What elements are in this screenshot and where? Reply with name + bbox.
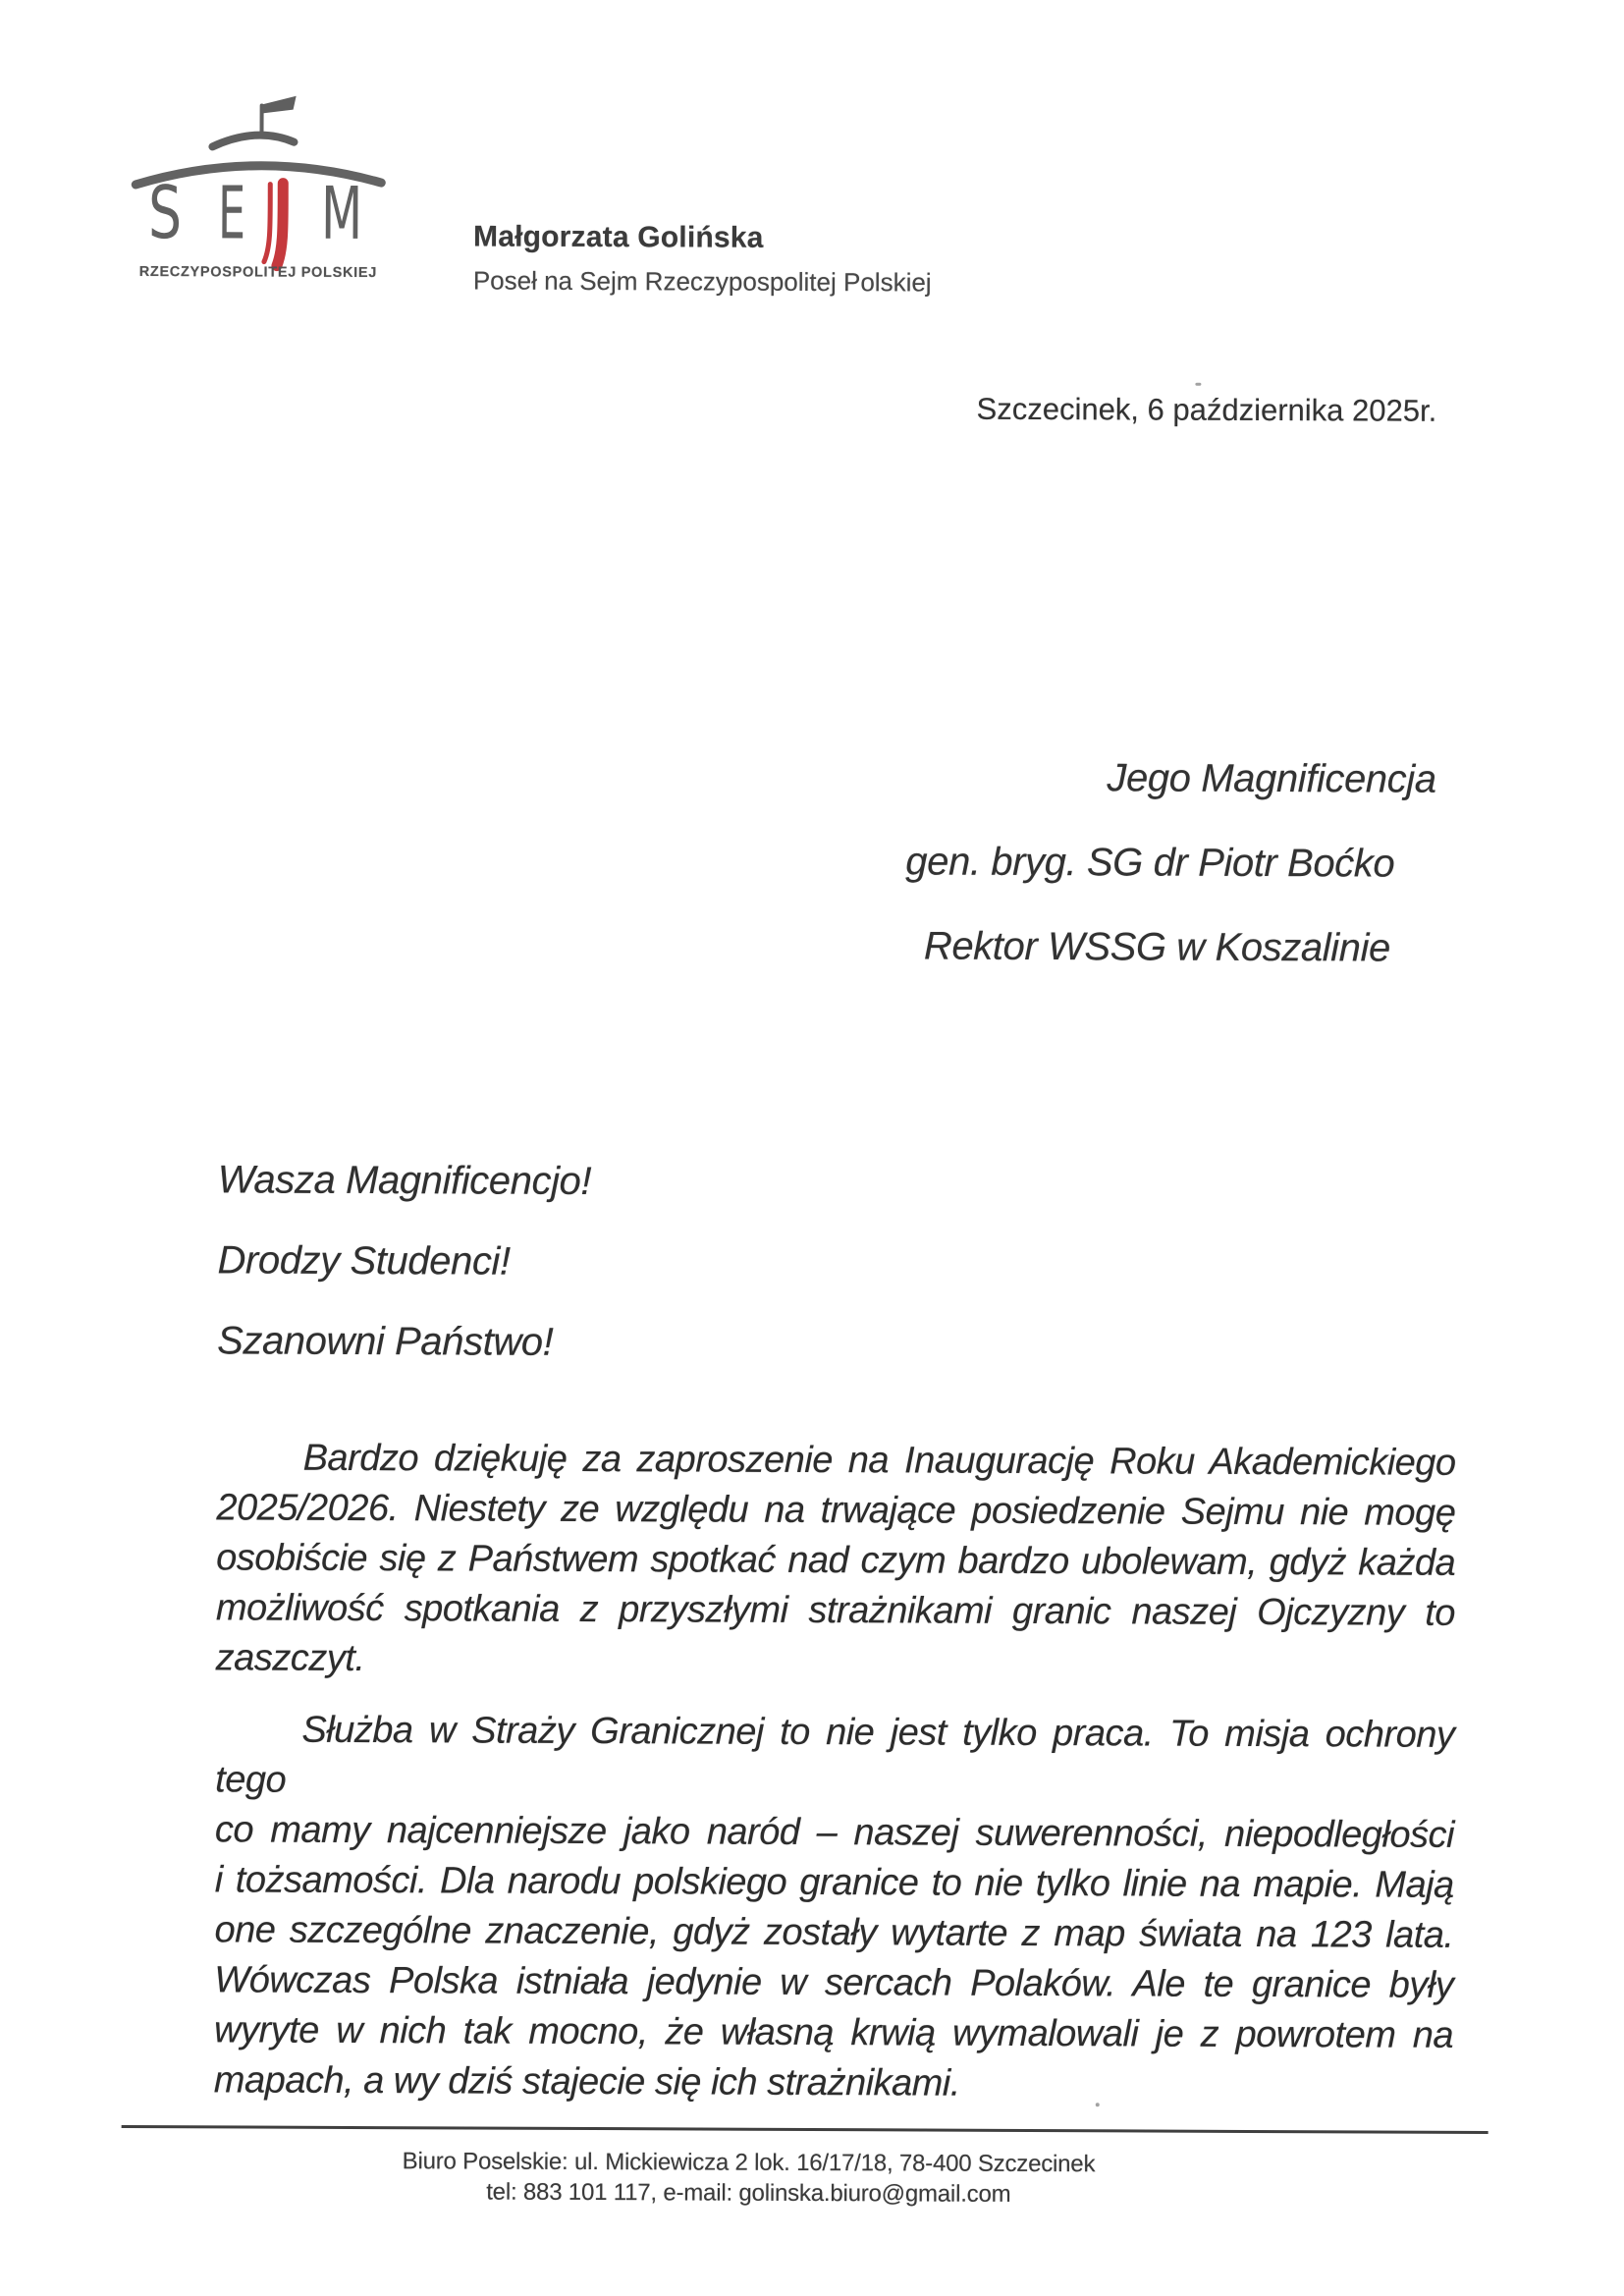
body-line: zaszczyt. [215,1637,365,1680]
sejm-logo-icon [128,90,390,273]
footer-divider [122,2125,1489,2134]
sender-role: Poseł na Sejm Rzeczypospolitej Polskiej [472,265,932,298]
addressee-honorific: Jego Magnificencja [1107,756,1436,801]
logo-red-j-icon [264,184,283,266]
cupola-arc [212,135,294,146]
footer-address-line: Biuro Poselskie: ul. Mickiewicza 2 lok. 16/17/18, 78-400 Szczecinek [402,2148,1096,2178]
footer-contact-line: tel: 883 101 117, e-mail: golinska.biuro@gmail.com [486,2178,1011,2208]
addressee-name: gen. bryg. SG dr Piotr Boćko [905,840,1395,886]
scan-speck [1195,383,1201,386]
place-date-line: Szczecinek, 6 października 2025r. [976,391,1437,428]
letter-body [214,1433,1456,2111]
body-line: osobiście się z Państwem spotkać nad czym bardzo ubolewam, gdyż każda [216,1537,1456,1584]
salutation-line: Drodzy Studenci! [217,1238,511,1284]
addressee-block [905,754,1436,1010]
body-line: mapach, a wy dziś stajecie się ich strażnikami. [213,2059,960,2105]
logo-letter-m: M [320,171,385,257]
body-line: możliwość spotkania z przyszłymi strażnikami granic naszej Ojczyzny to [215,1587,1456,1634]
body-line: one szczególne znaczenie, gdyż zostały wytarte z map świata na 123 lata. [214,1909,1454,1956]
addressee-title: Rektor WSSG w Koszalinie [923,924,1390,970]
body-line: wyryte w nich tak mocno, że własną krwią wymalowali je z powrotem na [213,2009,1454,2056]
salutation-line: Wasza Magnificencjo! [217,1158,592,1204]
sejm-wordmark [147,171,385,257]
flag-icon [261,96,296,136]
body-paragraph [216,1433,1456,1689]
body-line: 2025/2026. Niestety ze względu na trwające posiedzenie Sejmu nie mogę [216,1487,1456,1534]
body-line: co mamy najcenniejsze jako naród – naszej suwerenności, niepodległości [214,1809,1455,1856]
scan-speck [1096,2103,1100,2106]
body-line: Służba w Straży Granicznej to nie jest tylko praca. To misja ochrony tego [215,1709,1455,1801]
salutation-block [217,1156,591,1399]
body-line: i tożsamości. Dla narodu polskiego granice to nie tylko linie na mapie. Mają [214,1859,1454,1906]
footer-block [0,2144,1502,2212]
sender-name: Małgorzata Golińska [472,220,764,254]
body-line: Wówczas Polska istniała jedynie w sercach Polaków. Ale te granice były [214,1959,1454,2006]
logo-caption: RZECZYPOSPOLITEJ POLSKIEJ [138,264,378,282]
body-line: Bardzo dziękuję za zaproszenie na Inaugurację Roku Akademickiego [302,1437,1456,1484]
logo-letter-s: S [147,171,195,256]
body-paragraph [214,1705,1455,2111]
salutation-line: Szanowni Państwo! [217,1319,554,1364]
logo-letter-e: E [217,171,265,256]
